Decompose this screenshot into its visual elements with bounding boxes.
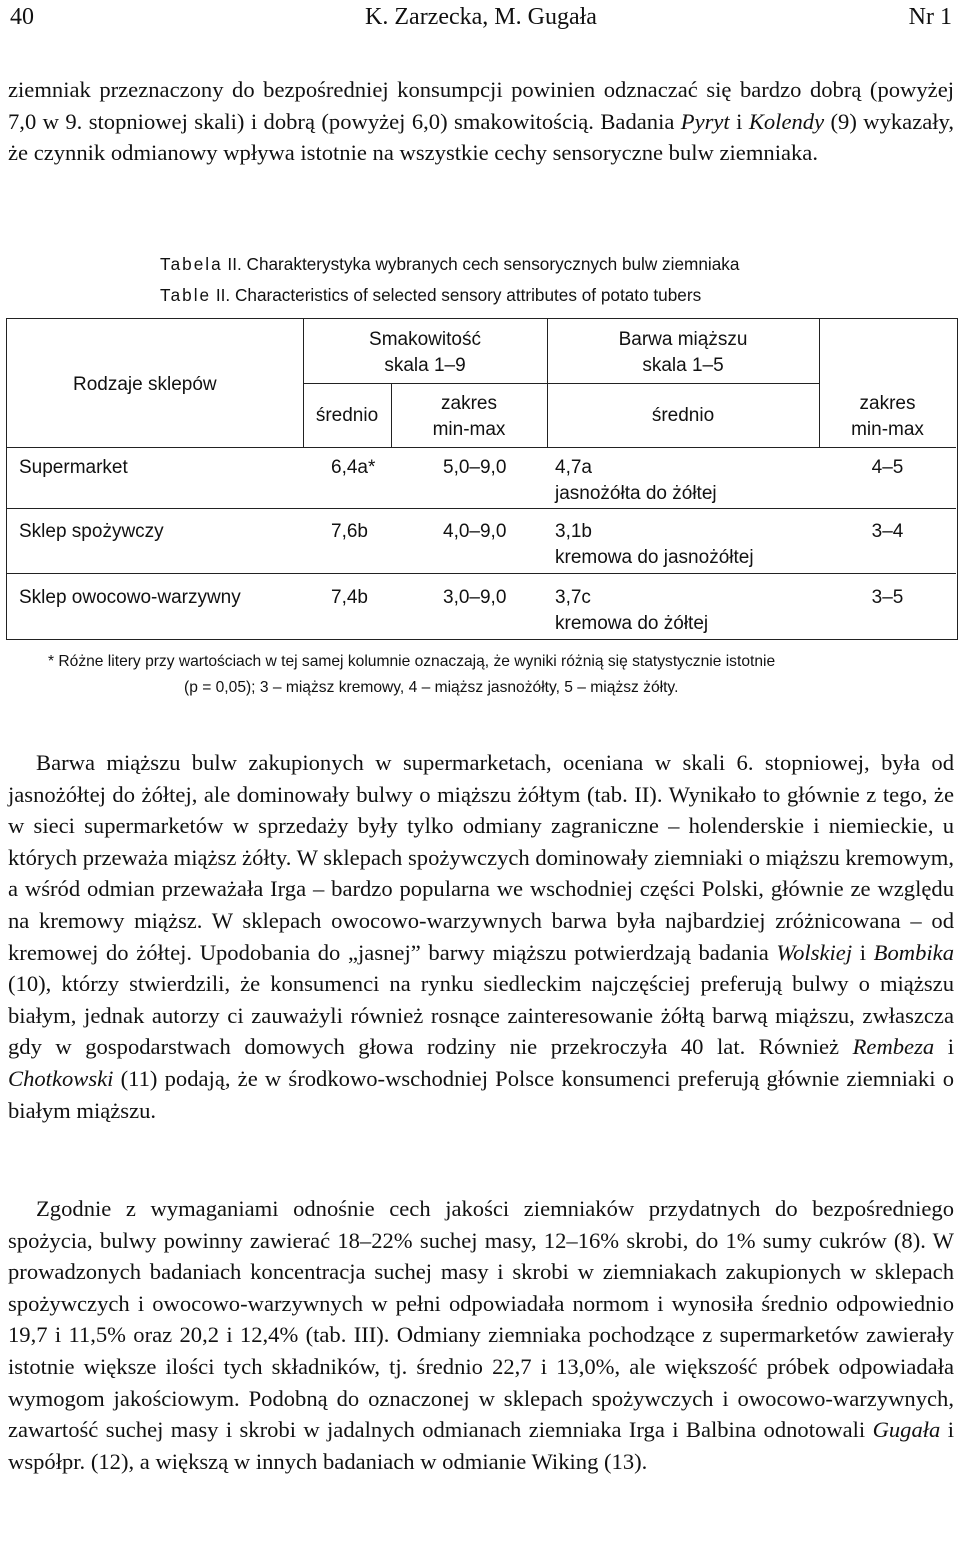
row-flesh-mean: 3,7c [555, 587, 591, 608]
row-taste-range: 5,0–9,0 [443, 457, 507, 478]
caption-pl-text: II. Charakterystyka wybranych cech sensorycznych bulw ziemniaka [222, 254, 740, 274]
table-rule [7, 573, 956, 574]
row-taste-range: 3,0–9,0 [443, 587, 507, 608]
table-caption-pl [160, 254, 739, 275]
author-ref-rembeza: Rembeza [852, 1034, 935, 1060]
row-taste-range: 4,0–9,0 [443, 521, 507, 542]
row-shop: Sklep spożywczy [19, 521, 164, 542]
table-rule [7, 447, 956, 448]
row-flesh-range: 3–4 [871, 521, 904, 542]
table-caption-en [160, 285, 701, 306]
row-flesh-desc: jasnożółta do żółtej [555, 483, 717, 504]
running-header [10, 4, 952, 38]
row-taste-mean: 7,6b [331, 521, 368, 542]
header-flesh-minmax: min-max [851, 419, 924, 440]
para2-text-2: i współpr. (12), a większą w innych badaniach w odmianie Wiking (13). [8, 1417, 954, 1474]
row-taste-mean: 7,4b [331, 587, 368, 608]
intro-text-1: ziemniak przeznaczony do bezpośredniej konsumpcji powinien odznaczać się bardzo dobrą (powyżej 7,0 w 9. stopniowej skali) i dobrą (powyżej 6,0) smakowitością. Badania [8, 77, 954, 134]
running-header-authors: K. Zarzecka, M. Gugała [365, 4, 597, 30]
header-flesh-mean: średnio [651, 405, 715, 426]
header-shop-type: Rodzaje sklepów [73, 374, 217, 395]
para1-text-2: i [852, 939, 874, 965]
caption-en-text: II. Characteristics of selected sensory attributes of potato tubers [211, 285, 702, 305]
header-taste: Smakowitość [369, 329, 481, 350]
header-taste-mean: średnio [315, 405, 379, 426]
author-ref-bombika: Bombika [873, 939, 954, 965]
row-flesh-range: 4–5 [871, 457, 904, 478]
row-taste-mean: 6,4a* [331, 457, 376, 478]
page-number: 40 [10, 4, 34, 30]
body-paragraph-quality [8, 1193, 954, 1477]
header-taste-scale: skala 1–9 [384, 355, 466, 376]
header-flesh-scale: skala 1–5 [642, 355, 724, 376]
header-taste-minmax: min-max [432, 419, 506, 440]
caption-pl-label: Tabela [160, 254, 223, 274]
author-ref-wolskiej: Wolskiej [776, 939, 853, 965]
author-ref-gugala: Gugała [872, 1417, 941, 1443]
header-flesh-colour: Barwa miąższu [618, 329, 748, 350]
sensory-table [6, 318, 958, 640]
header-taste-range: zakres [441, 393, 497, 414]
issue-number: Nr 1 [908, 4, 952, 30]
row-shop: Sklep owocowo-warzywny [19, 587, 241, 608]
row-flesh-mean: 3,1b [555, 521, 592, 542]
para1-text-1: Barwa miąższu bulw zakupionych w supermarketach, oceniana w skali 6. stopniowej, była od jasnożółtej do żółtej, ale dominowały bulwy o miąższu żółtym (tab. II). Wynikało to głównie z tego, że w sieci supermarketów w sprzedaży były tylko odmiany zagraniczne – holenderskie i niemieckie, u których przeważa miąższ żółty. W sklepach spożywczych dominowały ziemniaki o miąższu kremowym, a wśród odmian przeważała Irga – bardzo popularna we wschodniej części Polski, głównie ze względu na kremowy miąższ. W sklepach owocowo-warzywnych barwa była najbardziej zróżnicowana – od kremowej do żółtej. Upodobania do „jasnej” barwy miąższu potwierdzają badania [8, 750, 954, 965]
table-rule [7, 508, 956, 509]
para1-text-5: (11) podają, że w środkowo-wschodniej Polsce konsumenci preferują głównie ziemniaki o białym miąższu. [8, 1065, 954, 1123]
body-paragraph-flesh-colour [8, 747, 954, 1126]
row-flesh-range: 3–5 [871, 587, 904, 608]
row-flesh-mean: 4,7a [555, 457, 592, 478]
author-ref-chotkowski: Chotkowski [8, 1065, 114, 1091]
intro-text-3: (9) wykazały, że czynnik odmianowy wpływa istotnie na wszystkie cechy sensoryczne bulw ziemniaka. [8, 108, 955, 166]
table-footnote-line-1: * Różne litery przy wartościach w tej samej kolumnie oznaczają, że wyniki różnią się statystycznie istotnie [48, 653, 776, 670]
caption-en-label: Table [160, 285, 212, 305]
intro-text-2: i [729, 108, 749, 134]
row-flesh-desc: kremowa do jasnożółtej [555, 547, 754, 568]
para1-text-4: i [934, 1034, 954, 1060]
table-footnote-line-2: (p = 0,05); 3 – miąższ kremowy, 4 – miąższ jasnożółty, 5 – miąższ żółty. [184, 679, 679, 696]
row-shop: Supermarket [19, 457, 128, 478]
intro-paragraph [8, 74, 954, 169]
row-flesh-desc: kremowa do żółtej [555, 613, 709, 634]
author-ref-kolendy: Kolendy [748, 108, 825, 134]
header-flesh-range: zakres [859, 393, 916, 414]
table-rule [303, 383, 819, 384]
para1-text-3: (10), którzy stwierdzili, że konsumenci na rynku siedleckim najczęściej preferują bulwy o miąższu białym, jednak autorzy ci zauważyli również rosnące zainteresowanie żółtą barwą miąższu, zwłaszcza gdy w gospodarstwach domowych głowa rodziny nie przekroczyła 40 lat. Również [8, 971, 954, 1060]
author-ref-pyryt: Pyryt [680, 108, 730, 134]
para2-text-1: Zgodnie z wymaganiami odnośnie cech jakości ziemniaków przydatnych do bezpośredniego spożycia, bulwy powinny zawierać 18–22% suchej masy, 12–16% skrobi, do 1% sumy cukrów (8). W prowadzonych badaniach koncentracja suchej masy i skrobi w ziemniakach zakupionych w sklepach spożywczych i owocowo-warzywnych w pełni odpowiadała normom i wynosiła średnio odpowiednio 19,7 i 11,5% oraz 20,2 i 12,4% (tab. III). Odmiany ziemniaka pochodzące z supermarketów zawierały istotnie większe ilości tych składników, tj. średnio 22,7 i 13,0%, ale większość próbek odpowiadała wymogom jakościowym. Podobną do oznaczonej w sklepach spożywczych i owocowo-warzywnych, zawartość suchej masy i skrobi w jadalnych odmianach ziemniaka Irga i Balbina odnotowali [8, 1196, 954, 1443]
